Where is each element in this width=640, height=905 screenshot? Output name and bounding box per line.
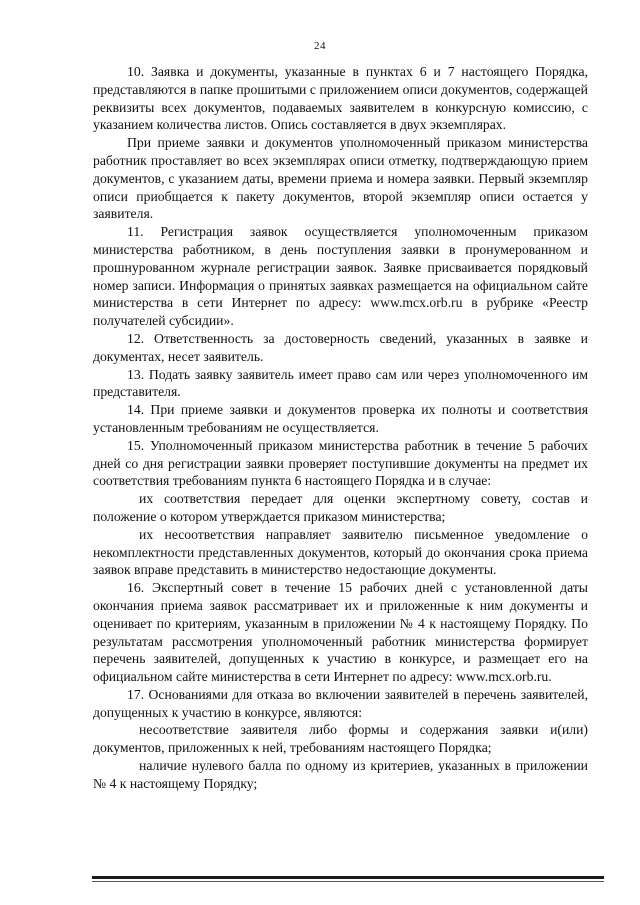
paragraph-15-case-compliant: их соответствия передает для оценки экспертному совету, состав и положение о котором утверждается приказом министерства; [93, 491, 588, 524]
paragraph-11: 11. Регистрация заявок осуществляется уполномоченным приказом министерства работником, в день поступления заявки в пронумерованном и прошнурованном журнале регистрации заявок. Заявке присваивается порядковый номер записи. Информация о принятых заявках размещается на официальном сайте министерства в сети Интернет по адресу: www.mcx.orb.ru в рубрике «Реестр получателей субсидии». [93, 224, 588, 329]
paragraph-receipt: При приеме заявки и документов уполномоченный приказом министерства работник проставляет во всех экземплярах описи отметку, подтверждающую прием документов, с указанием даты, времени приема и номера заявки. Первый экземпляр описи приобщается к пакету документов, второй экземпляр описи остается у заявителя. [93, 135, 588, 222]
bottom-rule-thin [92, 881, 604, 882]
paragraph-13: 13. Подать заявку заявитель имеет право сам или через уполномоченного им представителя. [93, 366, 588, 400]
paragraph-10: 10. Заявка и документы, указанные в пунктах 6 и 7 настоящего Порядка, представляются в папке прошитыми с приложением описи документов, содержащей реквизиты всех документов, подаваемых заявителем в конкурсную комиссию, с указанием количества листов. Опись составляется в двух экземплярах. [93, 64, 588, 133]
paragraph-16: 16. Экспертный совет в течение 15 рабочих дней с установленной даты окончания приема заявок рассматривает их и приложенные к ним документы и оценивает по критериям, указанным в приложении № 4 к настоящему Порядку. По результатам рассмотрения уполномоченный работник министерства формирует перечень заявителей, допущенных к участию в конкурсе, и размещает его на официальном сайте министерства в сети Интернет по адресу: www.mcx.orb.ru. [93, 580, 588, 685]
paragraph-17-ground-2: наличие нулевого балла по одному из критериев, указанных в приложении № 4 к настоящему Порядку; [93, 758, 588, 791]
paragraph-17: 17. Основаниями для отказа во включении заявителей в перечень заявителей, допущенных к участию в конкурсе, являются: [93, 686, 588, 720]
paragraph-15: 15. Уполномоченный приказом министерства работник в течение 5 рабочих дней со дня регистрации заявки проверяет поступившие документы на предмет их соответствия требованиям пункта 6 настоящего Порядка и в случае: [93, 437, 588, 489]
page-number: 24 [314, 40, 326, 52]
bottom-rule [92, 876, 604, 879]
paragraph-17-ground-1: несоответствие заявителя либо формы и содержания заявки и(или) документов, приложенных к ней, требованиям настоящего Порядка; [93, 722, 588, 756]
paragraph-15-case-noncompliant: их несоответствия направляет заявителю письменное уведомление о некомплектности представленных документов, который до окончания срока приема заявок вправе представить в министерство недостающие документы. [93, 526, 588, 578]
document-body [93, 63, 588, 793]
paragraph-14: 14. При приеме заявки и документов проверка их полноты и соответствия установленным требованиям не осуществляется. [93, 402, 588, 435]
paragraph-12: 12. Ответственность за достоверность сведений, указанных в заявке и документах, несет заявитель. [93, 330, 588, 364]
